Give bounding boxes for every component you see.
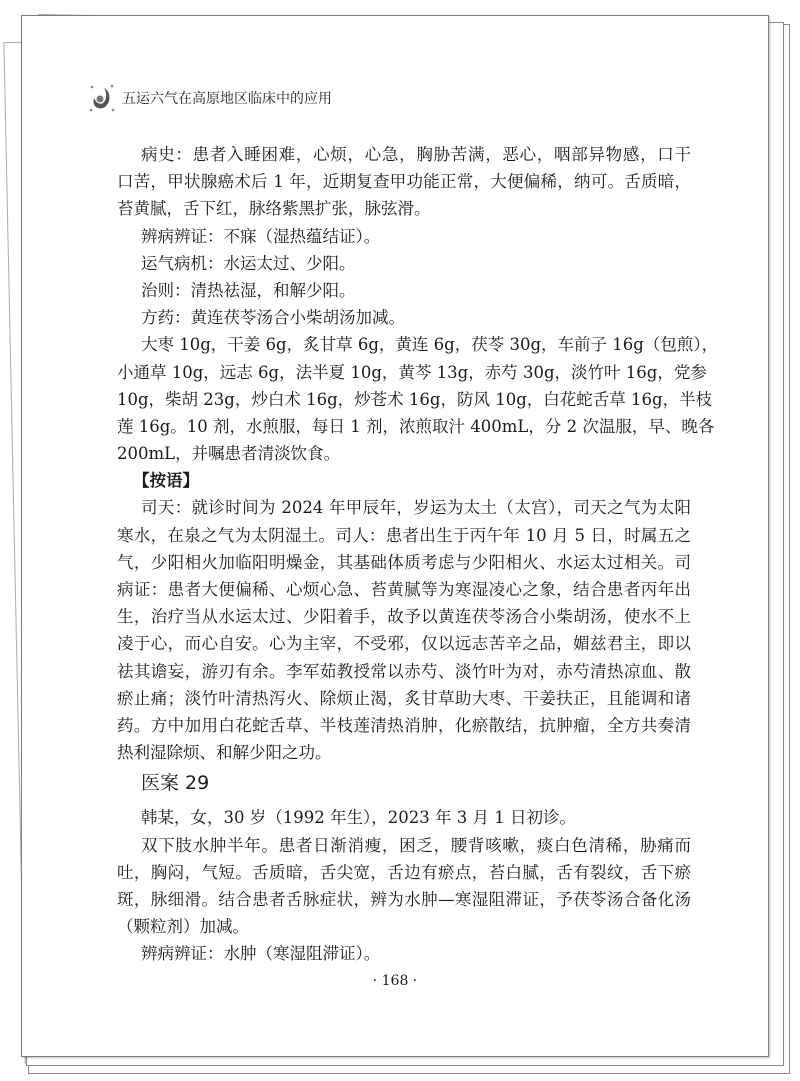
- page-number: · 168 ·: [372, 973, 418, 989]
- page-body: [117, 141, 719, 967]
- text-line: 斑，脉细滑。结合患者舌脉症状，辨为水肿—寒湿阻滞证，予茯苓汤合备化汤: [117, 889, 691, 909]
- text-line: 祛其谵妄，游刃有余。李军茹教授常以赤芍、淡竹叶为对，赤芍清热凉血、散: [117, 661, 691, 681]
- paragraph: [117, 494, 691, 766]
- paragraph: [117, 277, 691, 304]
- text-line: 病史：患者入睡困难，心烦，心急，胸胁苦满，恶心，咽部异物感，口干: [141, 145, 691, 164]
- text-line: （颗粒剂）加减。: [117, 917, 249, 937]
- paragraph: [117, 141, 691, 223]
- paragraph: [117, 331, 719, 467]
- text-line: 药。方中加用白花蛇舌草、半枝莲清热消肿，化瘀散结，抗肿瘤，全方共奏清: [117, 715, 691, 735]
- text-line: 运气病机：水运太过、少阳。: [141, 253, 356, 273]
- commentary-heading: 【按语】: [133, 471, 199, 491]
- paragraph: [117, 304, 691, 331]
- case-heading: 医案 29: [141, 772, 210, 795]
- text-line: 瘀止痛；淡竹叶清热泻火、除烦止渴，炙甘草助大枣、干姜扶正，且能调和诸: [117, 688, 691, 708]
- text-line: 苔黄腻，舌下红，脉络紫黑扩张，脉弦滑。: [117, 199, 431, 219]
- paragraph: [117, 804, 691, 831]
- text-line: 凌于心，而心自安。心为主宰，不受邪，仅以远志苦辛之品，媚兹君主，即以: [117, 634, 691, 654]
- text-line: 口苦，甲状腺癌术后 1 年，近期复查甲功能正常，大便偏稀，纳可。舌质暗，: [117, 172, 691, 192]
- text-line: 方药：黄连茯苓汤合小柴胡汤加减。: [141, 308, 405, 328]
- text-line: 10g，柴胡 23g，炒白术 16g，炒苍术 16g，防风 10g，白花蛇舌草 16g，半枝: [117, 389, 713, 409]
- text-line: 病证：患者大便偏稀、心烦心急、苔黄腻等为寒湿凌心之象，结合患者丙年出: [117, 580, 691, 599]
- text-line: 治则：清热祛湿，和解少阳。: [141, 280, 356, 300]
- text-line: 小通草 10g，远志 6g，法半夏 10g，黄芩 13g，赤芍 30g，淡竹叶 16g，党参: [117, 362, 707, 382]
- text-line: 气，少阳相火加临阳明燥金，其基础体质考虑与少阳相火、水运太过相关。司: [117, 552, 691, 572]
- text-line: 吐，胸闷，气短。舌质暗，舌尖宽，舌边有瘀点，苔白腻，舌有裂纹，舌下瘀: [117, 862, 691, 882]
- text-line: 辨病辨证：不寐（湿热蕴结证）。: [141, 226, 381, 246]
- book-title: 五运六气在高原地区临床中的应用: [122, 91, 332, 107]
- crescent-logo-icon: [88, 82, 116, 114]
- running-header: [88, 82, 332, 114]
- text-line: 热利湿除烦、和解少阳之功。: [117, 743, 332, 763]
- text-line: 辨病辨证：水肿（寒湿阻滞证）。: [141, 944, 381, 964]
- text-line: 双下肢水肿半年。患者日渐消瘦，困乏，腰背咳嗽，痰白色清稀，胁痛而: [141, 835, 691, 855]
- text-line: 大枣 10g，干姜 6g，炙甘草 6g，黄连 6g，茯苓 30g，车前子 16g（包煎），: [141, 335, 719, 355]
- text-line: 寒水，在泉之气为太阴湿土。司人：患者出生于丙午年 10 月 5 日，时属五之: [117, 525, 691, 545]
- book-page: [21, 15, 769, 1057]
- text-line: 莲 16g。10 剂，水煎服，每日 1 剂，浓煎取汁 400mL，分 2 次温服，早、晚各: [117, 416, 715, 436]
- paragraph: [117, 832, 691, 941]
- text-line: 200mL，并嘱患者清淡饮食。: [117, 444, 341, 464]
- paragraph: [117, 223, 691, 250]
- paragraph: [117, 250, 691, 277]
- paragraph: [117, 940, 691, 967]
- text-line: 韩某，女，30 岁（1992 年生），2023 年 3 月 1 日初诊。: [141, 808, 576, 828]
- text-line: 生，治疗当从水运太过、少阳着手，故予以黄连茯苓汤合小柴胡汤，使水不上: [117, 607, 691, 627]
- text-line: 司天：就诊时间为 2024 年甲辰年，岁运为太土（太宫），司天之气为太阳: [141, 498, 691, 518]
